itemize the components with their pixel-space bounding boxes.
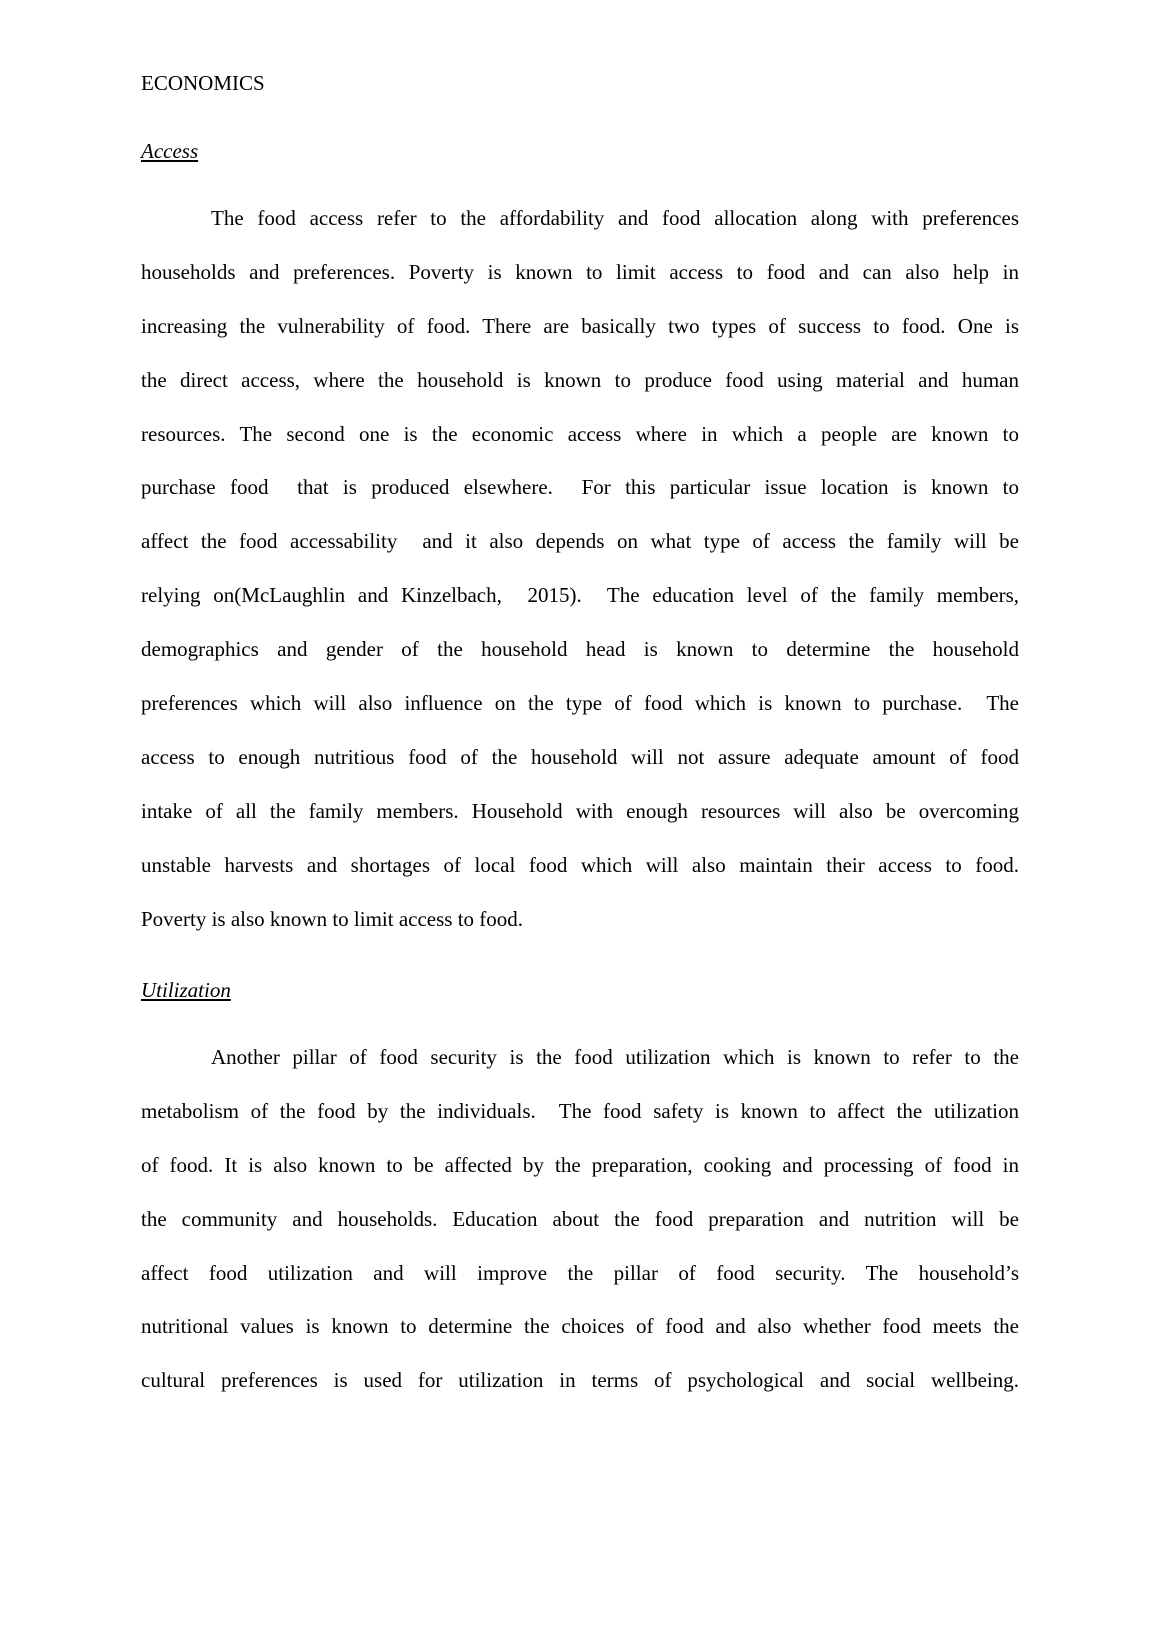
paragraph-line: households and preferences. Poverty is known to limit access to food and can also help in (141, 259, 1019, 284)
paragraph-line: nutritional values is known to determine the choices of food and also whether food meets the (141, 1314, 1019, 1339)
paragraph-line: resources. The second one is the economic access where in which a people are known to (141, 421, 1019, 446)
paragraph-line: metabolism of the food by the individuals. The food safety is known to affect the utilization (141, 1098, 1019, 1123)
paragraph-line: relying on(McLaughlin and Kinzelbach, 2015). The education level of the family members, (141, 583, 1019, 608)
paragraph-line: affect the food accessability and it also depends on what type of access the family will be (141, 529, 1019, 554)
paragraph-utilization (141, 1031, 1019, 1408)
paragraph-line: the community and households. Education about the food preparation and nutrition will be (141, 1206, 1019, 1231)
paragraph-line: unstable harvests and shortages of local food which will also maintain their access to food. (141, 852, 1019, 877)
paragraph-line: intake of all the family members. Household with enough resources will also be overcoming (141, 798, 1019, 823)
paragraph-line: the direct access, where the household is known to produce food using material and human (141, 367, 1019, 392)
paragraph-line: purchase food that is produced elsewhere. For this particular issue location is known to (141, 475, 1019, 500)
paragraph-access (141, 192, 1019, 946)
paragraph-line: Another pillar of food security is the food utilization which is known to refer to the (211, 1045, 1019, 1069)
running-head: ECONOMICS (141, 71, 265, 95)
paragraph-line: access to enough nutritious food of the household will not assure adequate amount of food (141, 744, 1019, 769)
paragraph-line: Poverty is also known to limit access to food. (141, 906, 524, 931)
paragraph-line: preferences which will also influence on the type of food which is known to purchase. The (141, 691, 1019, 716)
paragraph-line: cultural preferences is used for utilization in terms of psychological and social wellbeing. (141, 1368, 1019, 1393)
section-heading-access: Access (141, 139, 199, 163)
paragraph-line: demographics and gender of the household head is known to determine the household (141, 637, 1019, 662)
paragraph-line: increasing the vulnerability of food. There are basically two types of success to food. One is (141, 313, 1019, 338)
paragraph-line: affect food utilization and will improve the pillar of food security. The household’s (141, 1260, 1019, 1285)
section-heading-utilization: Utilization (141, 978, 231, 1002)
paragraph-line: of food. It is also known to be affected by the preparation, cooking and processing of food in (141, 1152, 1019, 1177)
paragraph-line: The food access refer to the affordability and food allocation along with preferences (211, 206, 1019, 230)
